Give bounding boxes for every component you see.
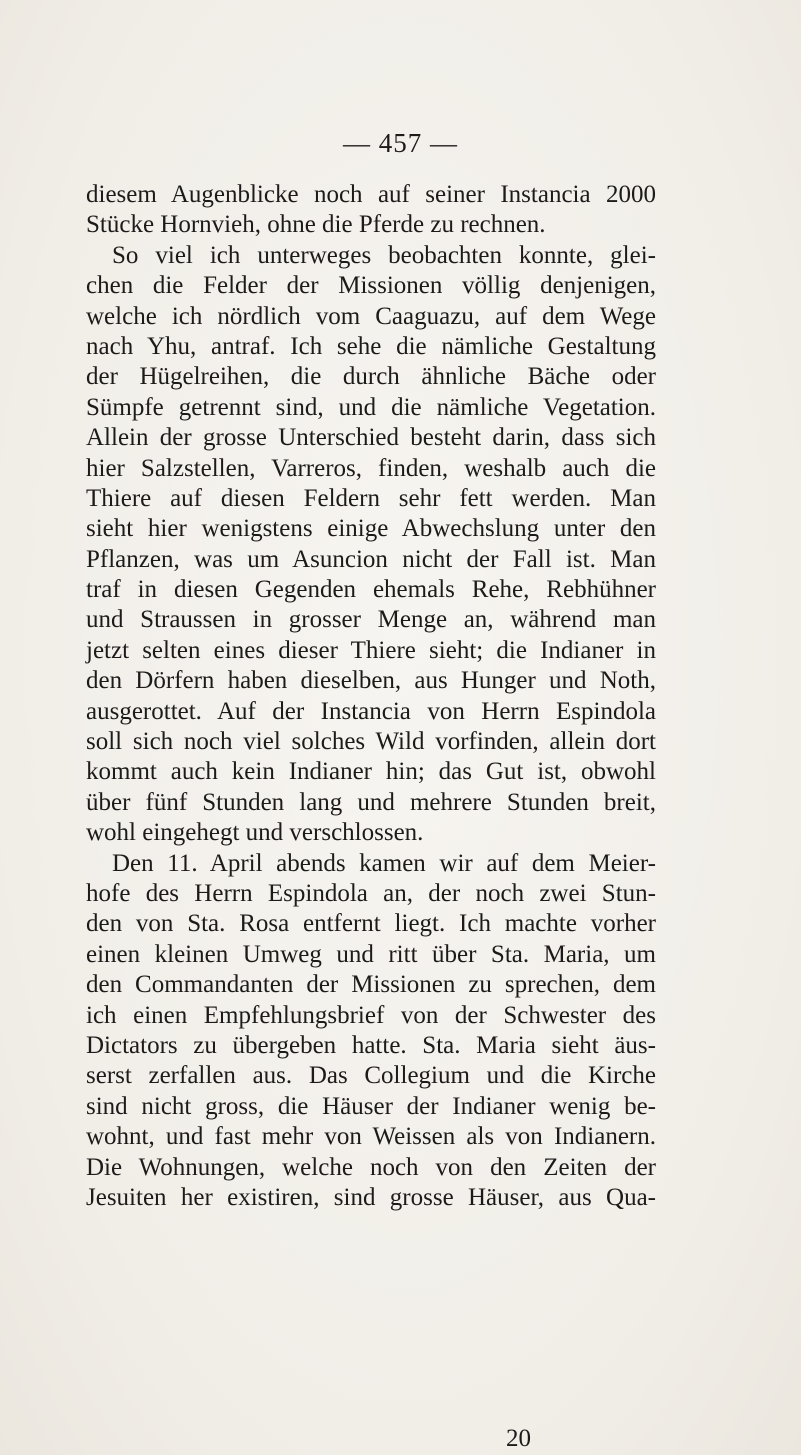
text-line: Allein der grosse Unterschied besteht darin, dass sich	[86, 424, 656, 452]
text-line: Jesuiten her existiren, sind grosse Häuser, aus Qua-	[86, 1183, 656, 1211]
text-line: jetzt selten eines dieser Thiere sieht; die Indianer in	[86, 636, 656, 664]
text-line: und Straussen in grosser Menge an, während man	[86, 606, 656, 634]
page-number: — 457 —	[343, 128, 458, 158]
text-line: Dictators zu übergeben hatte. Sta. Maria sieht äus-	[86, 1031, 656, 1059]
text-line: den Commandanten der Missionen zu sprechen, dem	[86, 971, 656, 999]
text-line: hier Salzstellen, Varreros, finden, weshalb auch die	[86, 454, 656, 482]
text-line: serst zerfallen aus. Das Collegium und die Kirche	[86, 1062, 656, 1090]
text-line: sieht hier wenigstens einige Abwechslung unter den	[86, 515, 656, 543]
text-line: über fünf Stunden lang und mehrere Stunden breit,	[86, 788, 656, 816]
text-line: nach Yhu, antraf. Ich sehe die nämliche Gestaltung	[86, 332, 656, 360]
text-line: Die Wohnungen, welche noch von den Zeiten der	[86, 1153, 656, 1181]
text-line: hofe des Herrn Espindola an, der noch zwei Stun-	[86, 879, 656, 907]
text-line: sind nicht gross, die Häuser der Indianer wenig be-	[86, 1092, 656, 1120]
text-line: Sümpfe getrennt sind, und die nämliche Vegetation.	[86, 393, 656, 421]
signature-mark: 20	[506, 1425, 531, 1452]
text-line: einen kleinen Umweg und ritt über Sta. Maria, um	[86, 940, 656, 968]
text-line: diesem Augenblicke noch auf seiner Instancia 2000	[86, 181, 656, 208]
text-line: der Hügelreihen, die durch ähnliche Bäche oder	[86, 363, 656, 391]
text-line: traf in diesen Gegenden ehemals Rehe, Rebhühner	[86, 576, 656, 604]
text-line: So viel ich unterweges beobachten konnte, glei-	[112, 241, 656, 269]
text-line: chen die Felder der Missionen völlig denjenigen,	[86, 272, 656, 300]
text-line: welche ich nördlich vom Caaguazu, auf dem Wege	[86, 302, 656, 330]
text-line: Den 11. April abends kamen wir auf dem Meier-	[112, 849, 656, 877]
text-line: kommt auch kein Indianer hin; das Gut ist, obwohl	[86, 758, 656, 786]
text-line: ausgerottet. Auf der Instancia von Herrn Espindola	[86, 697, 656, 725]
text-line: wohnt, und fast mehr von Weissen als von Indianern.	[86, 1123, 656, 1151]
text-line: ich einen Empfehlungsbrief von der Schwester des	[86, 1001, 656, 1029]
text-line: den von Sta. Rosa entfernt liegt. Ich machte vorher	[86, 910, 656, 938]
text-line: soll sich noch viel solches Wild vorfinden, allein dort	[86, 728, 656, 756]
text-line: Thiere auf diesen Feldern sehr fett werden. Man	[86, 484, 656, 512]
body-text	[86, 180, 656, 1213]
text-line: Stücke Hornvieh, ohne die Pferde zu rechnen.	[86, 211, 546, 239]
text-line: den Dörfern haben dieselben, aus Hunger und Noth,	[86, 667, 656, 695]
text-line: wohl eingehegt und verschlossen.	[86, 819, 424, 847]
text-line: Pflanzen, was um Asuncion nicht der Fall ist. Man	[86, 545, 656, 573]
